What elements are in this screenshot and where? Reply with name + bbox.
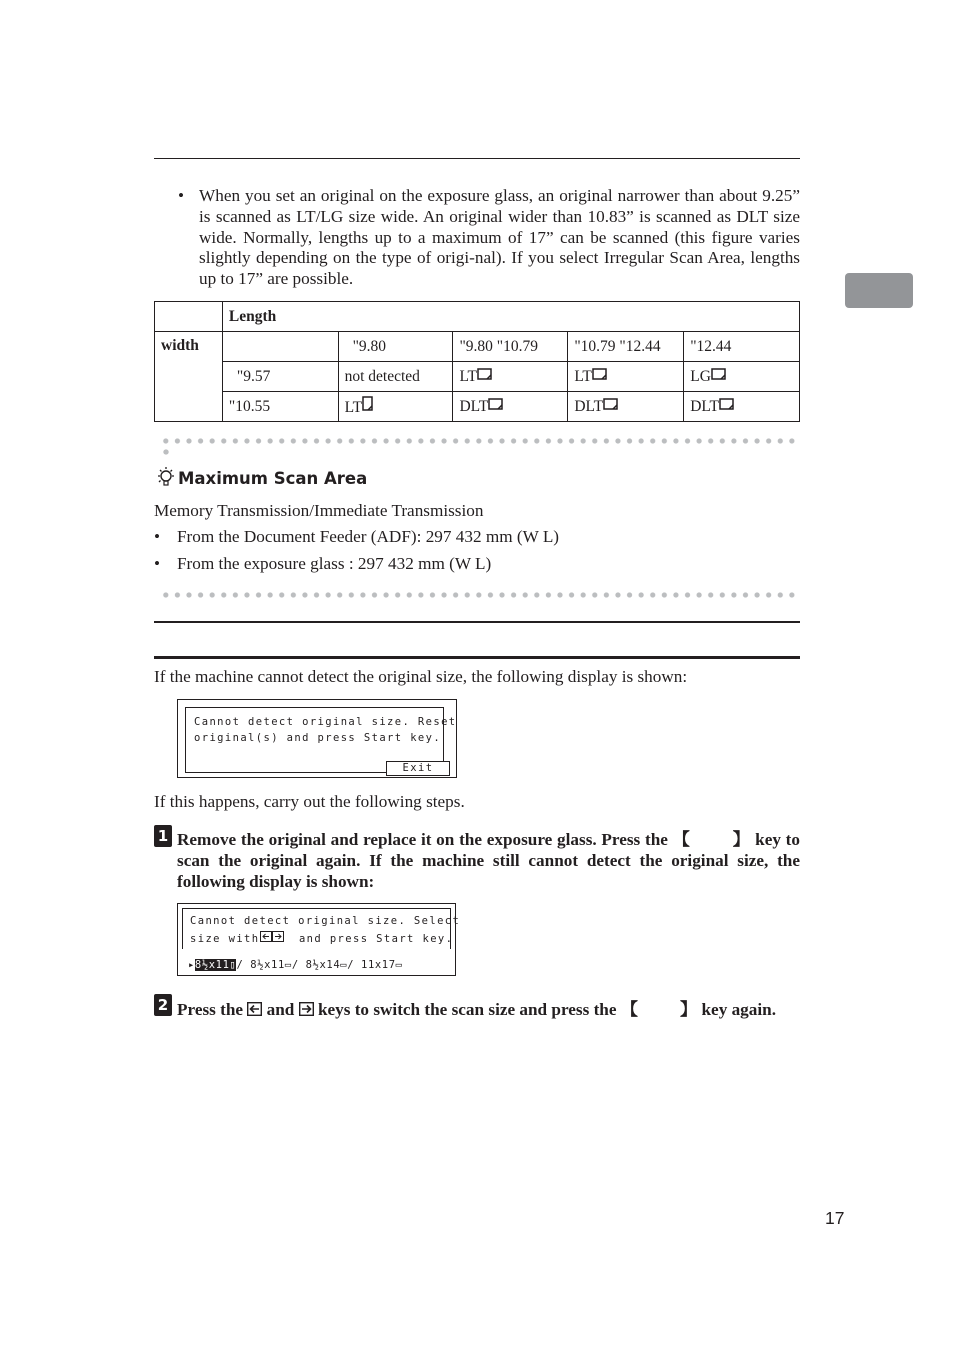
length-col-3: "10.79 "12.44	[568, 332, 684, 362]
top-rule	[154, 158, 800, 159]
exit-button[interactable]: Exit	[386, 761, 450, 776]
lcd-line-2: size with and press Start key.	[190, 933, 454, 945]
landscape-paper-icon	[603, 397, 619, 411]
tip-intro: Memory Transmission/Immediate Transmission	[154, 501, 484, 520]
table-corner-cell	[155, 302, 223, 332]
table-empty-cell	[222, 332, 338, 362]
step-1-text: Remove the original and replace it on the exposure glass. Press the 【 】 key to scan the original again. If the machine still cannot detect the original size, the following display is shown:	[177, 830, 800, 891]
table-cell: DLT	[684, 392, 800, 422]
portrait-paper-icon	[362, 396, 374, 412]
landscape-paper-icon	[477, 367, 493, 381]
tip-item-2: • From the exposure glass : 297 432 mm (W L)	[154, 554, 492, 573]
size-option[interactable]: 8½x14▭	[305, 959, 348, 971]
table-cell: DLT	[568, 392, 684, 422]
scan-size-table	[154, 301, 800, 422]
section-rule-thin	[154, 621, 800, 623]
table-cell: not detected	[338, 362, 453, 392]
tip-bottom-dots	[160, 592, 800, 598]
size-option[interactable]: 11x17▭	[361, 959, 403, 971]
width-row-1: "9.57	[222, 362, 338, 392]
chapter-tab	[845, 273, 913, 308]
section-rule-thick	[154, 656, 800, 659]
lcd-line-2: original(s) and press Start key.	[194, 732, 442, 744]
step-1-number: 1	[154, 825, 172, 847]
tip-top-dots	[160, 438, 800, 444]
landscape-paper-icon	[488, 397, 504, 411]
landscape-paper-icon	[719, 397, 735, 411]
table-cell: LG	[684, 362, 800, 392]
landscape-paper-icon	[711, 367, 727, 381]
size-option-selected[interactable]: 8½x11▯	[194, 959, 237, 971]
tip-heading	[155, 466, 367, 488]
lcd-line-3: ▸8½x11▯/ 8½x11▭/ 8½x14▭/ 11x17▭	[188, 959, 403, 971]
bullet-marker: •	[178, 186, 185, 205]
selection-marker: ▸	[188, 959, 195, 971]
bullet-paragraph	[178, 186, 800, 290]
width-header: width	[155, 332, 223, 422]
page-number: 17	[825, 1208, 845, 1228]
size-option[interactable]: 8½x11▭	[250, 959, 292, 971]
step-2-text: Press the and keys to switch the scan size and press the 【 】 key again.	[177, 1000, 776, 1019]
table-cell: DLT	[453, 392, 568, 422]
lcd-display-2	[177, 903, 461, 976]
bullet-text: When you set an original on the exposure glass, an original narrower than about 9.25” is scanned as LT/LG size wide. An original wider than 10.83” is scanned as DLT size wide. Normally, lengths up to a maximum of 17” can be scanned (this figure varies slightly depending on the type of origi-nal). If you select Irregular Scan Area, lengths up to 17” are possible.	[199, 186, 800, 289]
length-header: Length	[222, 302, 799, 332]
tip-item-1: • From the Document Feeder (ADF): 297 432 mm (W L)	[154, 527, 560, 546]
length-col-2: "9.80 "10.79	[453, 332, 568, 362]
length-col-4: "12.44	[684, 332, 800, 362]
landscape-paper-icon	[592, 367, 608, 381]
left-arrow-key-icon	[260, 931, 272, 942]
tip-title: Maximum Scan Area	[178, 469, 368, 488]
lcd-display-1	[177, 699, 457, 778]
right-arrow-key-icon	[272, 931, 284, 942]
length-col-1: "9.80	[338, 332, 453, 362]
table-cell: LT	[338, 392, 453, 422]
lcd-line-1: Cannot detect original size. Select	[190, 915, 461, 927]
lcd-line-1: Cannot detect original size. Reset	[194, 716, 457, 728]
after-display-text: If this happens, carry out the following steps.	[154, 792, 465, 811]
step-2-number: 2	[154, 994, 172, 1016]
intro-text: If the machine cannot detect the original size, the following display is shown:	[154, 667, 688, 686]
width-row-2: "10.55	[222, 392, 338, 422]
right-arrow-key-icon	[299, 1002, 314, 1016]
table-cell: LT	[568, 362, 684, 392]
table-cell: LT	[453, 362, 568, 392]
lightbulb-icon	[155, 466, 177, 488]
left-arrow-key-icon	[247, 1002, 262, 1016]
tip-corner-dot	[160, 449, 172, 455]
